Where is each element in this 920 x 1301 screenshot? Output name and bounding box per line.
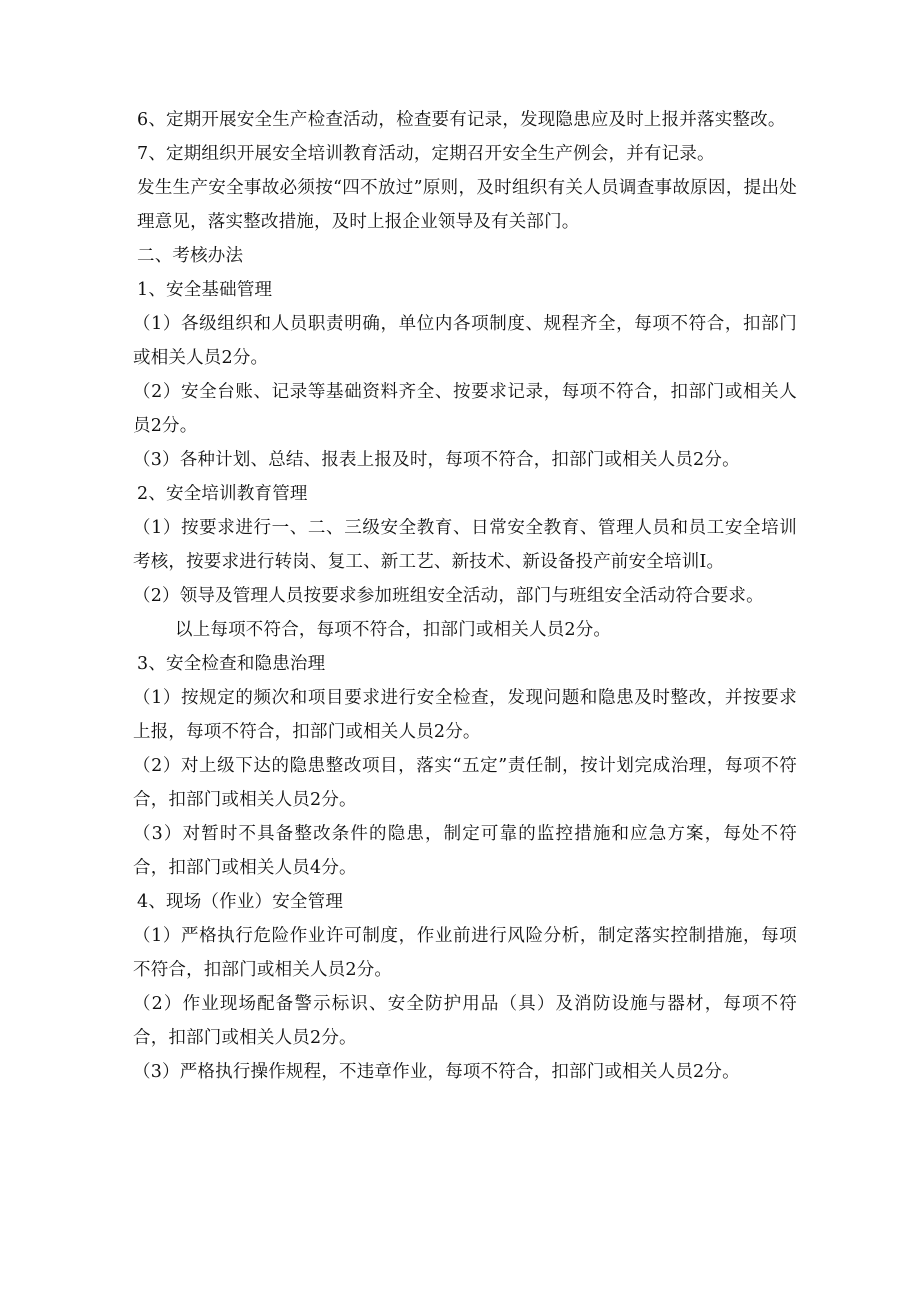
basic-management-item-3: （3）各种计划、总结、报表上报及时，每项不符合，扣部门或相关人员2分。 — [133, 450, 740, 470]
subheading-basic-management: 1、安全基础管理 — [137, 280, 273, 300]
basic-management-item-1: （1）各级组织和人员职责明确，单位内各项制度、规程齐全，每项不符合，扣部门或相关人员2分。 — [133, 314, 797, 368]
clause-7: 7、定期组织开展安全培训教育活动，定期召开安全生产例会，并有记录。 — [137, 144, 715, 164]
clause-6: 6、定期开展安全生产检查活动，检查要有记录，发现隐患应及时上报并落实整改。 — [137, 110, 786, 130]
training-item-2: （2）领导及管理人员按要求参加班组安全活动，部门与班组安全活动符合要求。 — [133, 586, 764, 606]
site-safety-item-1: （1）严格执行危险作业许可制度，作业前进行风险分析，制定落实控制措施，每项不符合，扣部门或相关人员2分。 — [133, 926, 797, 980]
inspection-item-1: （1）按规定的频次和项目要求进行安全检查，发现问题和隐患及时整改，并按要求上报，每项不符合，扣部门或相关人员2分。 — [133, 688, 797, 742]
training-item-1: （1）按要求进行一、二、三级安全教育、日常安全教育、管理人员和员工安全培训考核，按要求进行转岗、复工、新工艺、新技术、新设备投产前安全培训I。 — [133, 518, 797, 572]
basic-management-item-2: （2）安全台账、记录等基础资料齐全、按要求记录，每项不符合，扣部门或相关人员2分。 — [133, 382, 797, 436]
accident-principle: 发生生产安全事故必须按“四不放过”原则，及时组织有关人员调查事故原因，提出处理意见，落实整改措施，及时上报企业领导及有关部门。 — [137, 178, 797, 232]
site-safety-item-3: （3）严格执行操作规程，不违章作业，每项不符合，扣部门或相关人员2分。 — [133, 1062, 740, 1082]
subheading-site-safety: 4、现场（作业）安全管理 — [137, 892, 344, 912]
document-body — [133, 103, 797, 1089]
section-heading-assessment: 二、考核办法 — [137, 246, 244, 266]
training-penalty-note: 以上每项不符合，每项不符合，扣部门或相关人员2分。 — [175, 620, 612, 640]
inspection-item-2: （2）对上级下达的隐患整改项目，落实“五定”责任制，按计划完成治理，每项不符合，扣部门或相关人员2分。 — [133, 756, 797, 810]
subheading-training: 2、安全培训教育管理 — [137, 484, 308, 504]
inspection-item-3: （3）对暂时不具备整改条件的隐患，制定可靠的监控措施和应急方案，每处不符合，扣部门或相关人员4分。 — [133, 824, 797, 878]
site-safety-item-2: （2）作业现场配备警示标识、安全防护用品（具）及消防设施与器材，每项不符合，扣部门或相关人员2分。 — [133, 994, 797, 1048]
subheading-inspection: 3、安全检查和隐患治理 — [137, 654, 326, 674]
